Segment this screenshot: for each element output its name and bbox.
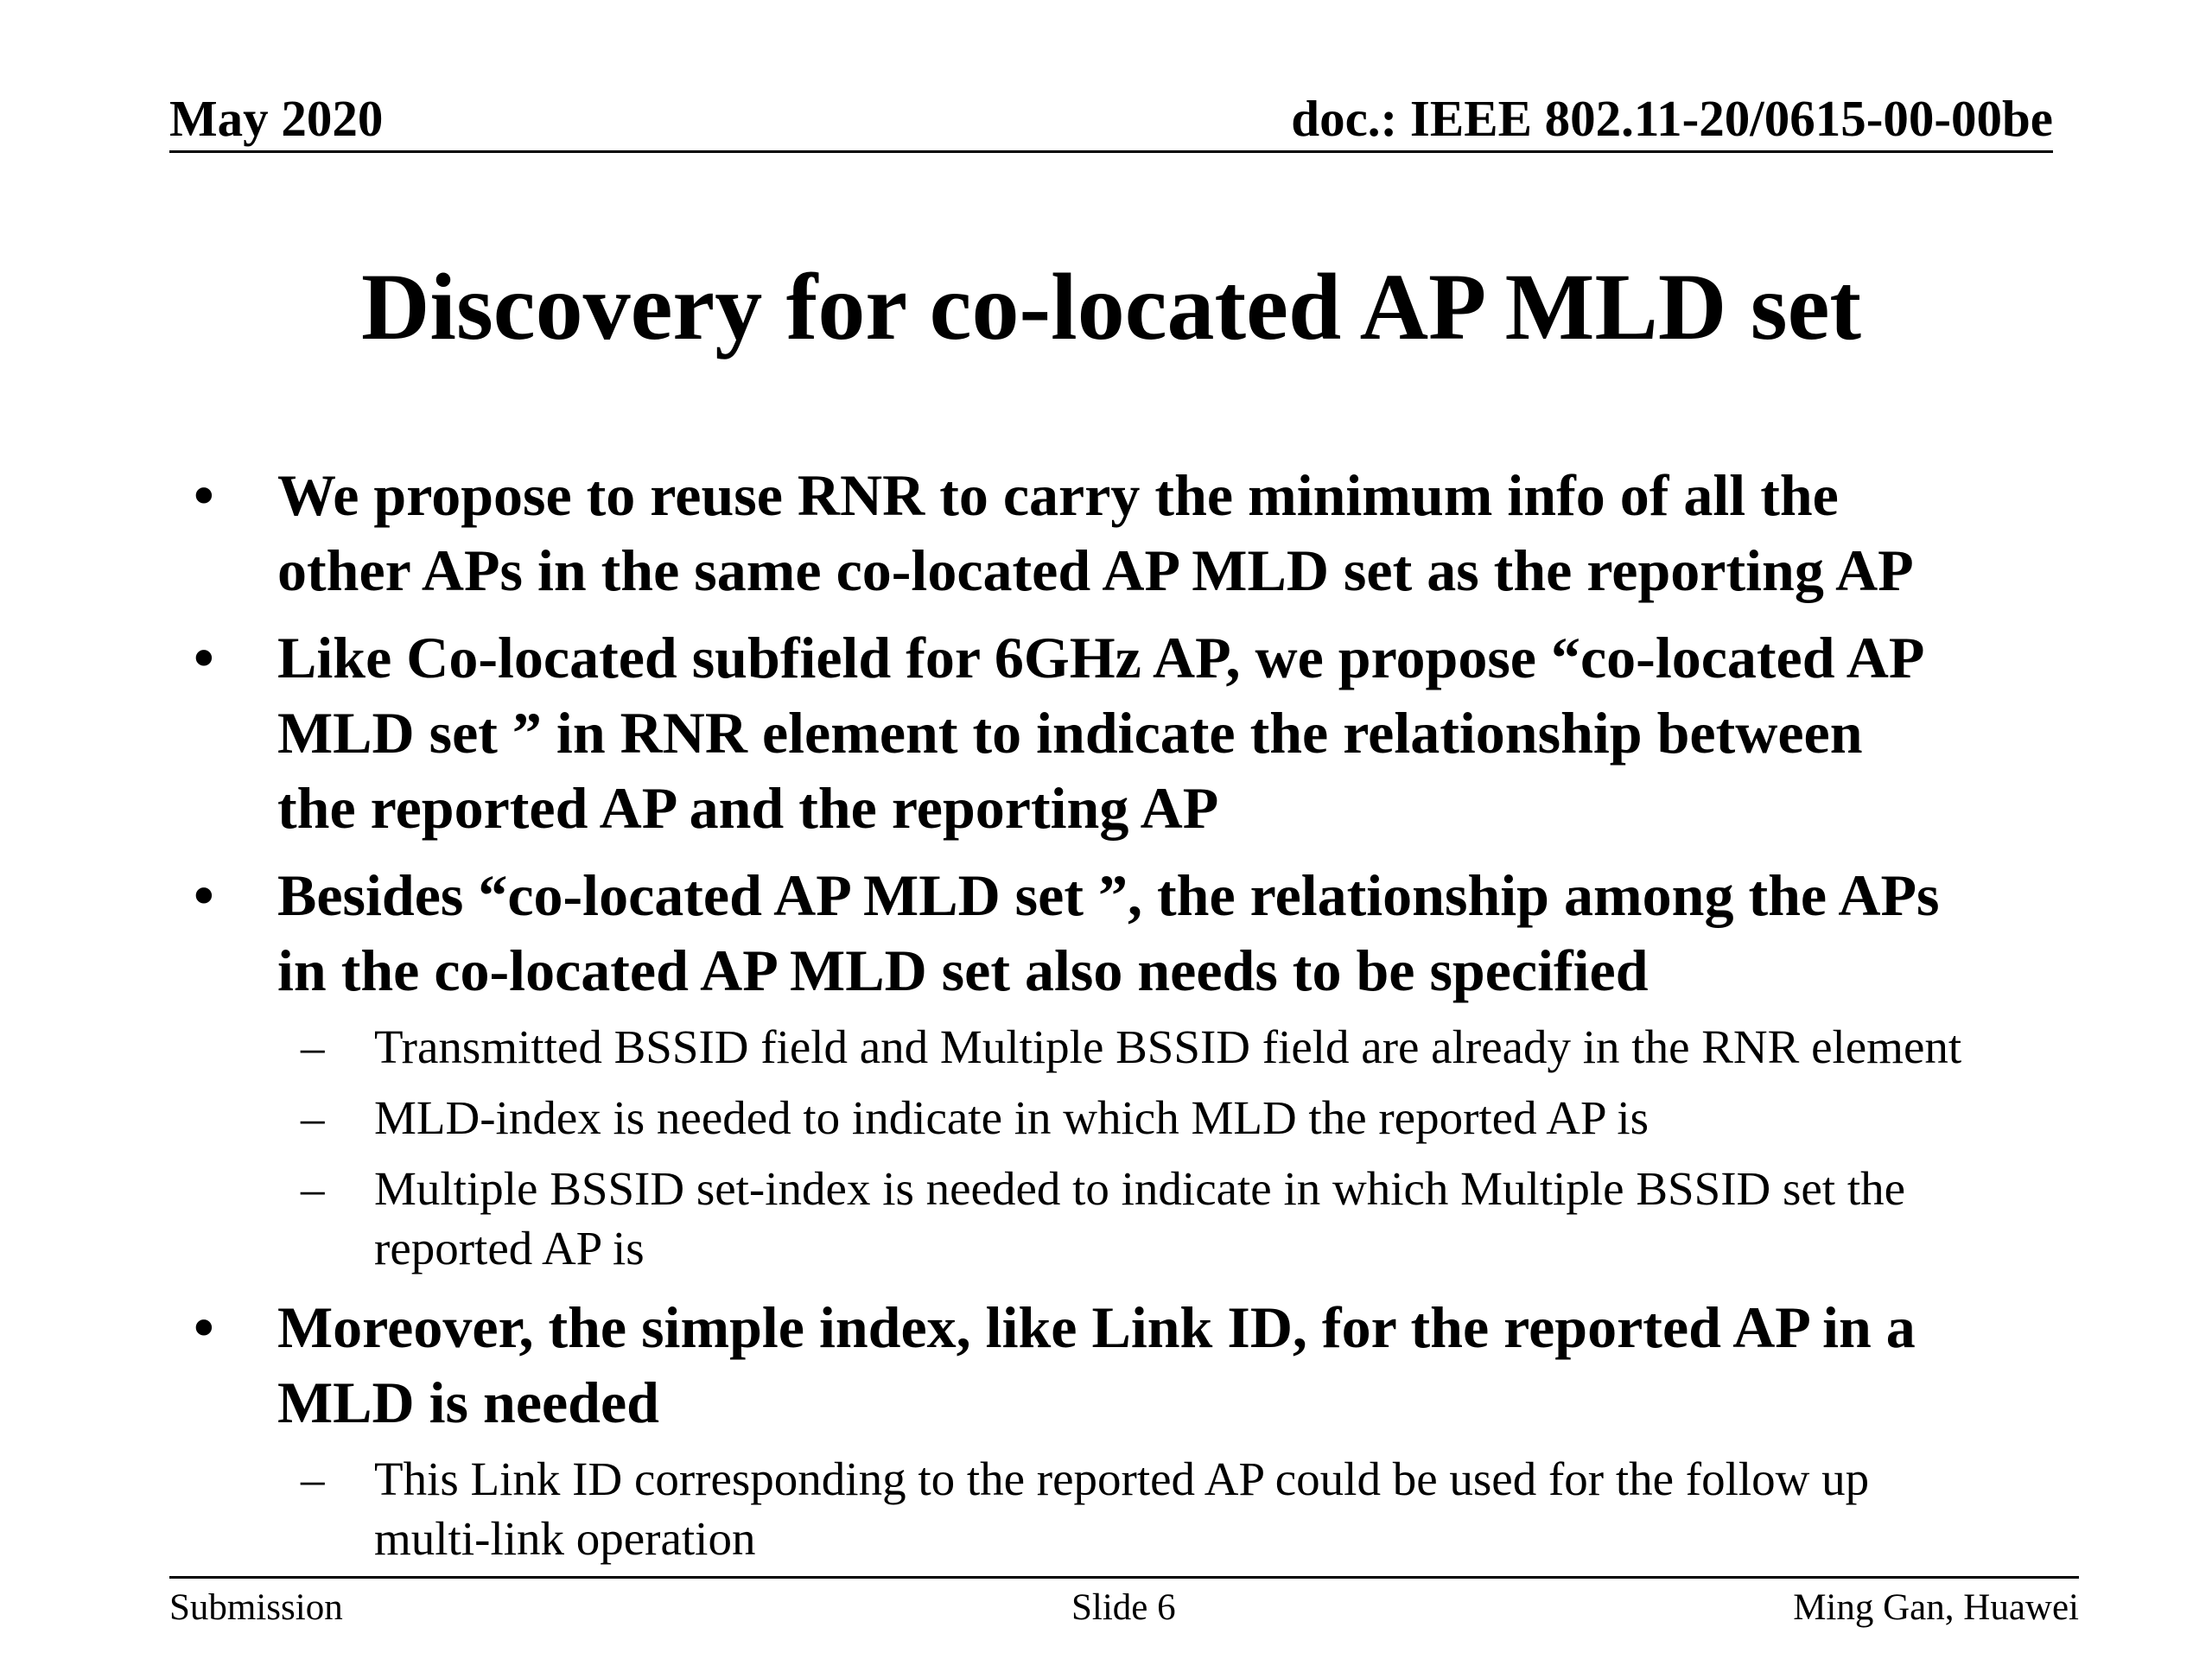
bullet-line: other APs in the same co-located AP MLD set as the reporting AP	[277, 537, 1914, 603]
header-date: May 2020	[169, 90, 384, 147]
sub-bullet-line: MLD-index is needed to indicate in which MLD the reported AP is	[374, 1091, 1649, 1144]
bullet-line: MLD set ” in RNR element to indicate the relationship between	[277, 700, 1863, 766]
bullet-line: in the co-located AP MLD set also needs to be specified	[277, 938, 1649, 1003]
slide-title: Discovery for co-located AP MLD set	[360, 254, 1862, 359]
header-doc-id: doc.: IEEE 802.11-20/0615-00-00be	[1291, 90, 2053, 147]
bullet-marker: •	[194, 625, 214, 690]
sub-bullet-list	[169, 1017, 2070, 1278]
bullet-marker: •	[194, 862, 214, 928]
slide-footer	[169, 1576, 2079, 1639]
bullet-line: the reported AP and the reporting AP	[277, 775, 1219, 841]
sub-bullet-line: multi-link operation	[374, 1512, 756, 1565]
footer-slide-number: Slide 6	[1071, 1587, 1176, 1628]
footer-author: Ming Gan, Huawei	[1793, 1587, 2079, 1628]
bullet-line: Like Co-located subfield for 6GHz AP, we propose “co-located AP	[277, 625, 1925, 690]
bullet-item	[169, 620, 2070, 846]
dash-marker: –	[301, 1020, 325, 1073]
dash-marker: –	[301, 1091, 325, 1144]
bullet-item	[169, 458, 2070, 608]
slide-content	[169, 458, 2070, 1580]
sub-bullet-line: Transmitted BSSID field and Multiple BSSID field are already in the RNR element	[374, 1020, 1962, 1073]
bullet-item	[169, 858, 2070, 1008]
dash-marker: –	[301, 1162, 325, 1215]
sub-bullet-list	[169, 1449, 2070, 1568]
sub-bullet-line: Multiple BSSID set-index is needed to indicate in which Multiple BSSID set the	[374, 1162, 1906, 1215]
sub-bullet-line: reported AP is	[374, 1222, 645, 1274]
footer-submission: Submission	[169, 1587, 343, 1628]
bullet-line: Besides “co-located AP MLD set ”, the relationship among the APs	[277, 862, 1940, 928]
bullet-item	[169, 1290, 2070, 1440]
bullet-line: We propose to reuse RNR to carry the minimum info of all the	[277, 462, 1839, 528]
sub-bullet-item	[169, 1159, 2070, 1278]
sub-bullet-line: This Link ID corresponding to the reported AP could be used for the follow up	[374, 1452, 1870, 1505]
sub-bullet-item	[169, 1017, 2070, 1077]
bullet-line: Moreover, the simple index, like Link ID, for the reported AP in a	[277, 1294, 1916, 1360]
sub-bullet-item	[169, 1088, 2070, 1147]
bullet-marker: •	[194, 1294, 214, 1360]
bullet-marker: •	[194, 462, 214, 528]
slide-header	[169, 86, 2053, 153]
dash-marker: –	[301, 1452, 325, 1505]
sub-bullet-item	[169, 1449, 2070, 1568]
bullet-line: MLD is needed	[277, 1370, 659, 1435]
